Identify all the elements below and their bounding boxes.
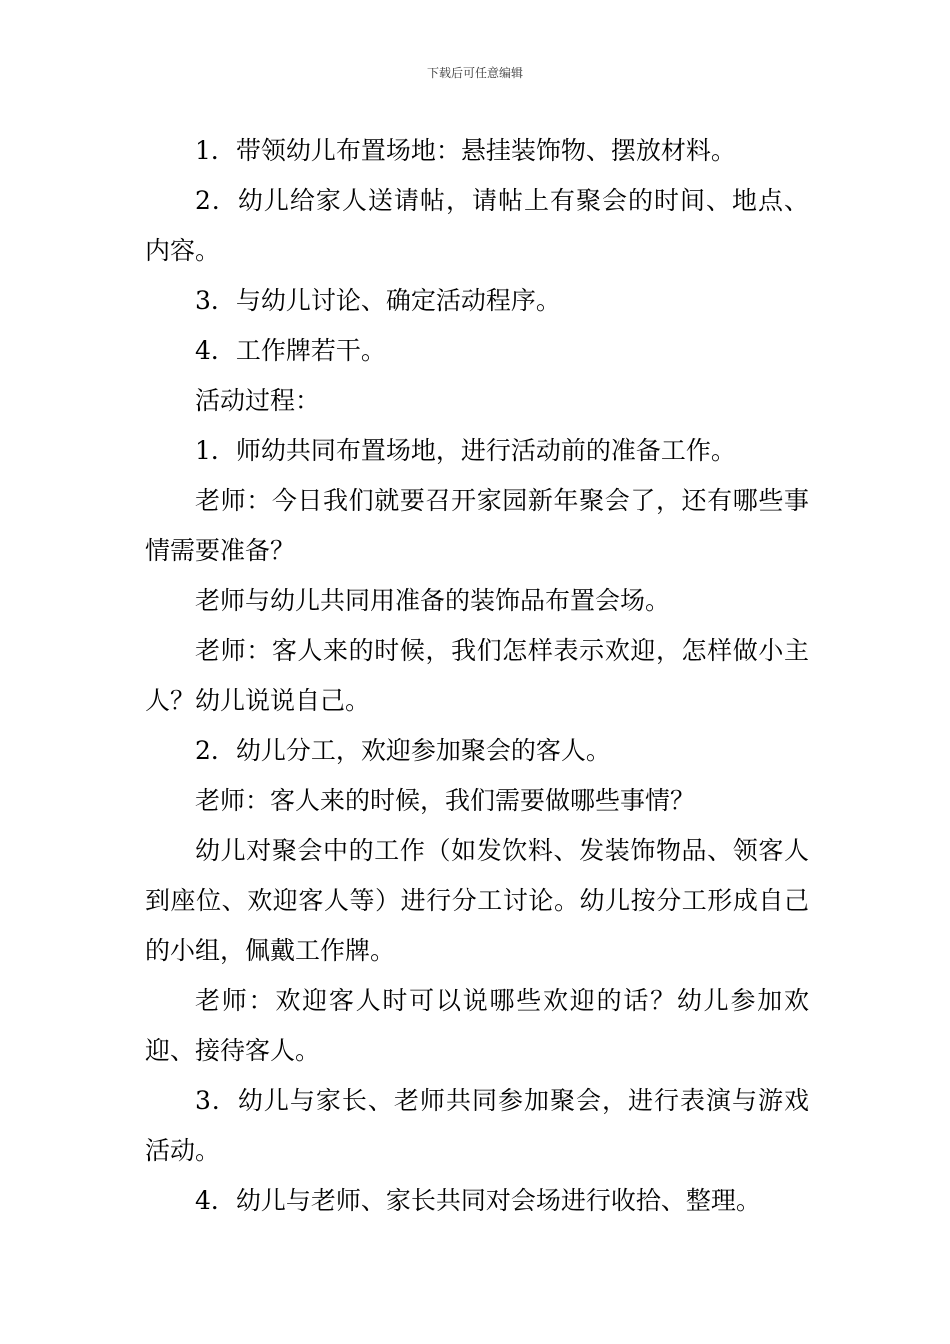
paragraph-13: 老师：欢迎客人时可以说哪些欢迎的话？幼儿参加欢迎、接待客人。 [145, 986, 809, 1065]
paragraph-11: 老师：客人来的时候，我们需要做哪些事情？ [195, 786, 696, 815]
section-heading: 活动过程： [195, 386, 321, 415]
paragraph-6: 1．师幼共同布置场地，进行活动前的准备工作。 [195, 436, 736, 465]
paragraph-12: 幼儿对聚会中的工作（如发饮料、发装饰物品、领客人到座位、欢迎客人等）进行分工讨论。幼儿按分工形成自己的小组，佩戴工作牌。 [145, 836, 809, 965]
paragraph-15: 4．幼儿与老师、家长共同对会场进行收拾、整理。 [195, 1186, 761, 1215]
paragraph-10: 2．幼儿分工，欢迎参加聚会的客人。 [195, 736, 611, 765]
paragraph-7: 老师：今日我们就要召开家园新年聚会了，还有哪些事情需要准备？ [145, 486, 809, 565]
paragraph-14: 3．幼儿与家长、老师共同参加聚会，进行表演与游戏活动。 [145, 1086, 809, 1165]
paragraph-4: 4．工作牌若干。 [195, 336, 386, 365]
document-body [145, 126, 809, 1226]
paragraph-3: 3．与幼儿讨论、确定活动程序。 [195, 286, 561, 315]
page-header: 下载后可任意编辑 [426, 66, 523, 80]
paragraph-8: 老师与幼儿共同用准备的装饰品布置会场。 [195, 586, 671, 615]
paragraph-1: 1．带领幼儿布置场地：悬挂装饰物、摆放材料。 [195, 136, 736, 165]
paragraph-2: 2．幼儿给家人送请帖，请帖上有聚会的时间、地点、内容。 [145, 186, 809, 265]
paragraph-9: 老师：客人来的时候，我们怎样表示欢迎，怎样做小主人？幼儿说说自己。 [145, 636, 809, 715]
